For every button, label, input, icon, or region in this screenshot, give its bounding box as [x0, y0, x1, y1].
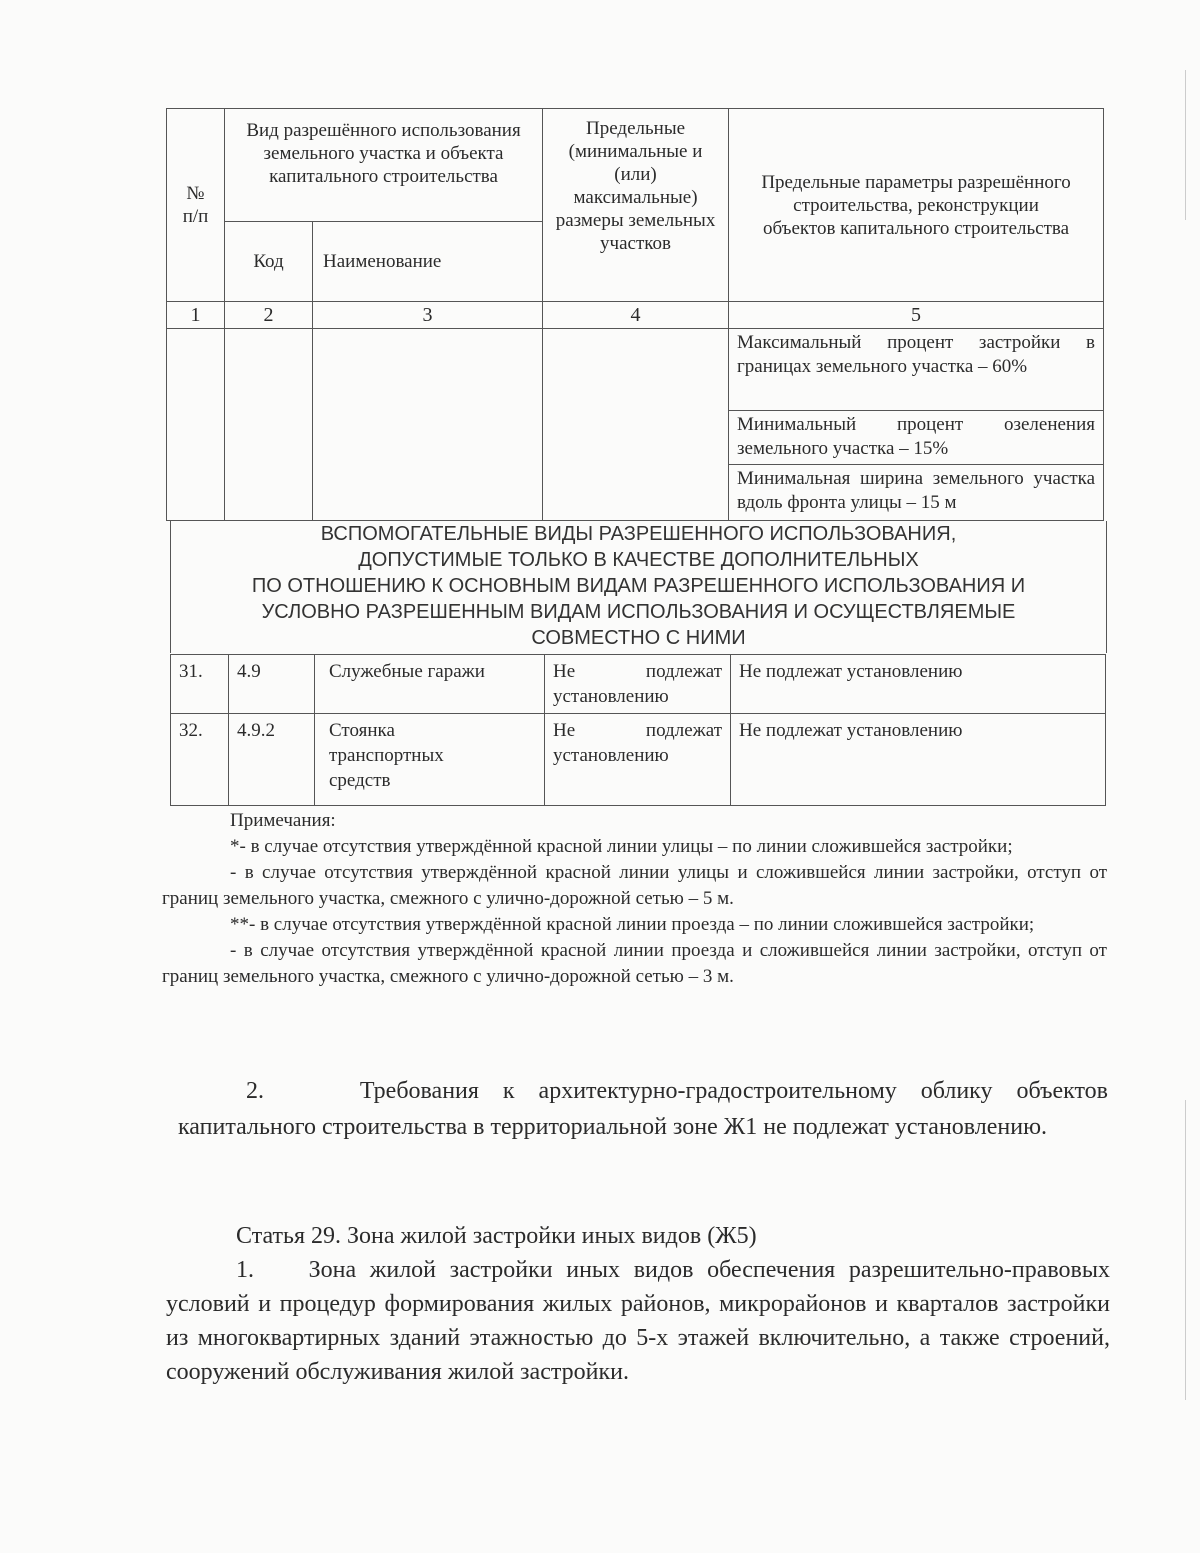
scan-edge-mark: [1185, 1100, 1186, 1400]
table-row: [171, 655, 1106, 714]
empty-cell: [313, 329, 543, 521]
index-cell: 1: [167, 302, 225, 329]
empty-cell: [225, 329, 313, 521]
note-item: - в случае отсутствия утверждённой красной линии проезда и сложившейся линии застройки, отступ от границ земельного участка, смежного с улично-дорожной сетью – 3 м.: [162, 940, 1107, 987]
article-paragraph-text: Зона жилой застройки иных видов обеспечения разрешительно-правовых условий и процедур формирования жилых районов, микрорайонов и кварталов застройки из многоквартирных зданий этажностью до 5-х этажей включительно, а также строений, сооружений обслуживания жилой застройки.: [166, 1257, 1111, 1385]
empty-cell: [543, 329, 729, 521]
scan-edge-mark: [1185, 70, 1186, 220]
notes-block: [162, 808, 1107, 990]
banner-line: ПО ОТНОШЕНИЮ К ОСНОВНЫМ ВИДАМ РАЗРЕШЕННОГО ИСПОЛЬЗОВАНИЯ И: [251, 575, 1026, 597]
banner-line: СОВМЕСТНО С НИМИ: [531, 627, 746, 649]
row-number: 31.: [171, 655, 229, 714]
row-params: Не подлежат установлению: [731, 655, 1106, 714]
col-number-header: № п/п: [167, 109, 225, 302]
col-land-use-type-header: Вид разрешённого использования земельного участка и объекта капитального строительства: [225, 109, 543, 222]
note-item: **- в случае отсутствия утверждённой красной линии проезда – по линии сложившейся застройки;: [230, 914, 1035, 935]
col-code-header: Код: [225, 222, 313, 302]
row-code: 4.9.2: [229, 714, 315, 806]
auxiliary-uses-banner: [170, 521, 1107, 653]
note-item: - в случае отсутствия утверждённой красной линии улицы и сложившейся линии застройки, отступ от границ земельного участка, смежного с улично-дорожной сетью – 5 м.: [162, 862, 1107, 909]
col-plot-sizes-header: Предельные (минимальные и (или) максимальные) размеры земельных участков: [543, 109, 729, 302]
col-name-header: Наименование: [313, 222, 543, 302]
banner-line: ДОПУСТИМЫЕ ТОЛЬКО В КАЧЕСТВЕ ДОПОЛНИТЕЛЬНЫХ: [358, 549, 919, 571]
index-cell: 2: [225, 302, 313, 329]
banner-line: ВСПОМОГАТЕЛЬНЫЕ ВИДЫ РАЗРЕШЕННОГО ИСПОЛЬЗОВАНИЯ,: [320, 523, 957, 545]
row-code: 4.9: [229, 655, 315, 714]
col-build-params-header: Предельные параметры разрешённого строительства, реконструкции объектов капитального строительства: [729, 109, 1104, 302]
row-name: Стоянка транспортных средств: [315, 714, 545, 806]
banner-line: УСЛОВНО РАЗРЕШЕННЫМ ВИДАМ ИСПОЛЬЗОВАНИЯ И ОСУЩЕСТВЛЯЕМЫЕ: [261, 601, 1016, 623]
row-sizes: Не подлежат установлению: [545, 655, 731, 714]
param-max-coverage: Максимальный процент застройки в границах земельного участка – 60%: [729, 329, 1104, 411]
note-item: *- в случае отсутствия утверждённой красной линии улицы – по линии сложившейся застройки;: [230, 836, 1013, 857]
row-number: 32.: [171, 714, 229, 806]
article-title: Статья 29. Зона жилой застройки иных видов (Ж5): [236, 1223, 757, 1249]
notes-title: Примечания:: [230, 810, 336, 831]
param-min-greening: Минимальный процент озеленения земельного участка – 15%: [729, 411, 1104, 465]
land-use-table-header: [166, 108, 1104, 521]
param-min-frontage: Минимальная ширина земельного участка вдоль фронта улицы – 15 м: [729, 465, 1104, 521]
empty-cell: [167, 329, 225, 521]
article-29: [166, 1219, 1110, 1389]
index-cell: 4: [543, 302, 729, 329]
row-sizes: Не подлежат установлению: [545, 714, 731, 806]
section-2-paragraph: [178, 1073, 1108, 1145]
article-paragraph-number: 1.: [236, 1257, 254, 1283]
auxiliary-uses-table: [170, 654, 1106, 806]
section-2-text: Требования к архитектурно-градостроительному облику объектов капитального строительства в территориальной зоне Ж1 не подлежат установлению.: [178, 1078, 1108, 1140]
index-cell: 5: [729, 302, 1104, 329]
row-name: Служебные гаражи: [315, 655, 545, 714]
row-params: Не подлежат установлению: [731, 714, 1106, 806]
section-2-number: 2.: [246, 1078, 264, 1104]
table-row: [171, 714, 1106, 806]
index-cell: 3: [313, 302, 543, 329]
